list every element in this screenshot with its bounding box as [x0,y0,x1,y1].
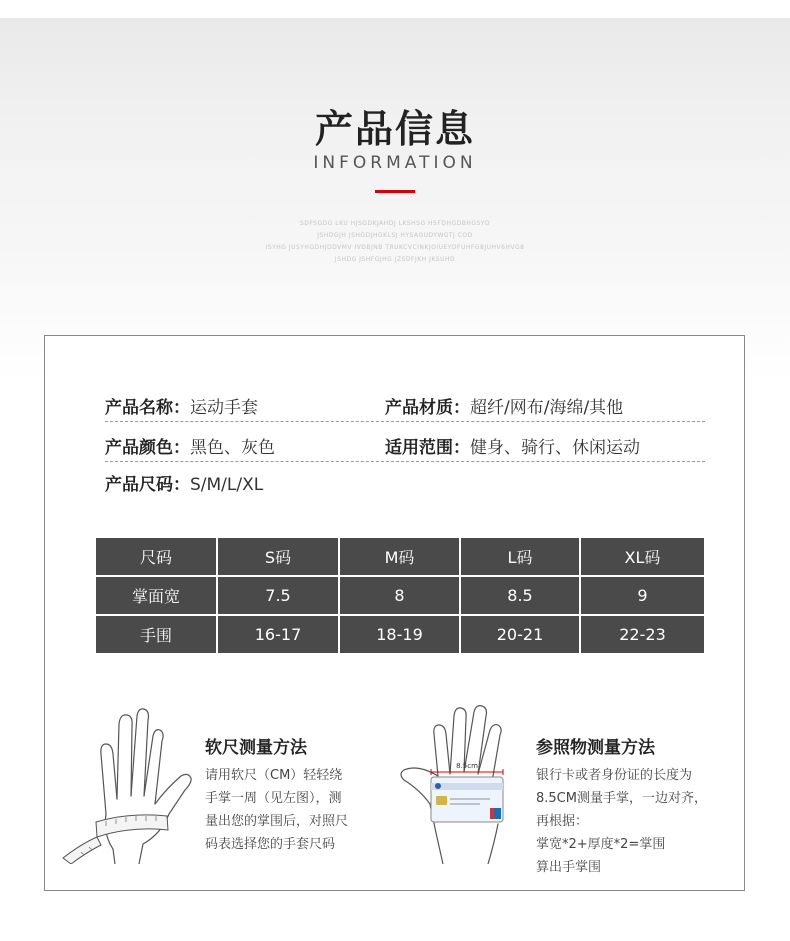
table-cell: 7.5 [217,576,339,615]
product-color [105,433,275,458]
table-cell: 8.5 [460,576,580,615]
table-cell: 8 [339,576,460,615]
product-size-label: 产品尺码： [105,475,190,495]
info-row [105,470,705,498]
deco-text-line: ISYHG JUSYHGDHJDDVMV IVDBJNB TRUKCVCINKJOIUEYDFUHFG8JUHV6HVG8 [265,244,525,251]
product-material-label: 产品材质： [385,398,470,418]
method1-line: 码表选择您的手套尺码 [205,837,336,852]
method2-line: 掌宽*2+厚度*2=掌围 [536,837,666,852]
deco-text-line: JSHDGJH JSHGDJHGKLSJ HYSAGUDYWGTJ COD [317,232,473,239]
table-cell: 18-19 [339,615,460,654]
table-row [95,615,705,654]
size-table [94,536,706,655]
table-cell: XL码 [580,537,705,576]
product-material [385,393,623,418]
table-cell: L码 [460,537,580,576]
method2-line: 银行卡或者身份证的长度为 [536,768,693,783]
method2-title: 参照物测量方法 [536,738,655,758]
method2-line: 算出手掌围 [536,860,602,875]
product-color-label: 产品颜色： [105,438,190,458]
product-size-value: S/M/L/XL [190,475,264,495]
table-row [95,537,705,576]
product-material-value: 超纤/网布/海绵/其他 [470,398,624,418]
card-length-label: 8.5cm [456,762,478,770]
method1-line: 手掌一周（见左图），测 [205,791,342,806]
table-cell: 掌面宽 [95,576,217,615]
title-underline [375,190,415,193]
product-scope-label: 适用范围： [385,438,470,458]
product-name-label: 产品名称： [105,398,190,418]
product-color-value: 黑色、灰色 [190,438,275,458]
table-row [95,576,705,615]
method1-title: 软尺测量方法 [205,738,307,758]
product-name [105,393,258,418]
product-scope-value: 健身、骑行、休闲运动 [470,438,640,458]
info-row [105,433,705,462]
table-cell: S码 [217,537,339,576]
product-name-value: 运动手套 [190,398,258,418]
method2-line: 再根据： [536,814,589,829]
table-cell: 尺码 [95,537,217,576]
method1-text [205,764,348,856]
tape-measure-hand-illustration [51,704,201,864]
info-row [105,393,705,422]
product-size [105,470,263,495]
page-title: 产品信息 [314,107,475,151]
product-info-card [44,335,745,891]
page-subtitle: INFORMATION [313,153,477,173]
top-strip [0,0,790,18]
table-cell: 22-23 [580,615,705,654]
method2-text [536,764,707,879]
table-cell: 手围 [95,615,217,654]
deco-text-line: JSHDG JSHFGJHG JZSDFJKH JKSUHD [334,256,456,263]
table-cell: M码 [339,537,460,576]
deco-text-line: SDFSGDG LKU HJSGDKJAHDJ LKSHSG HSFDHGDBHGSYD [299,220,491,227]
method1-line: 请用软尺（CM）轻轻绕 [205,768,343,783]
method1-line: 量出您的掌围后，对照尺 [205,814,349,829]
table-cell: 20-21 [460,615,580,654]
table-cell: 16-17 [217,615,339,654]
product-scope [385,433,640,458]
table-cell: 9 [580,576,705,615]
method2-line: 8.5CM测量手掌，一边对齐， [536,791,707,806]
bank-card-hand-illustration [398,704,528,864]
